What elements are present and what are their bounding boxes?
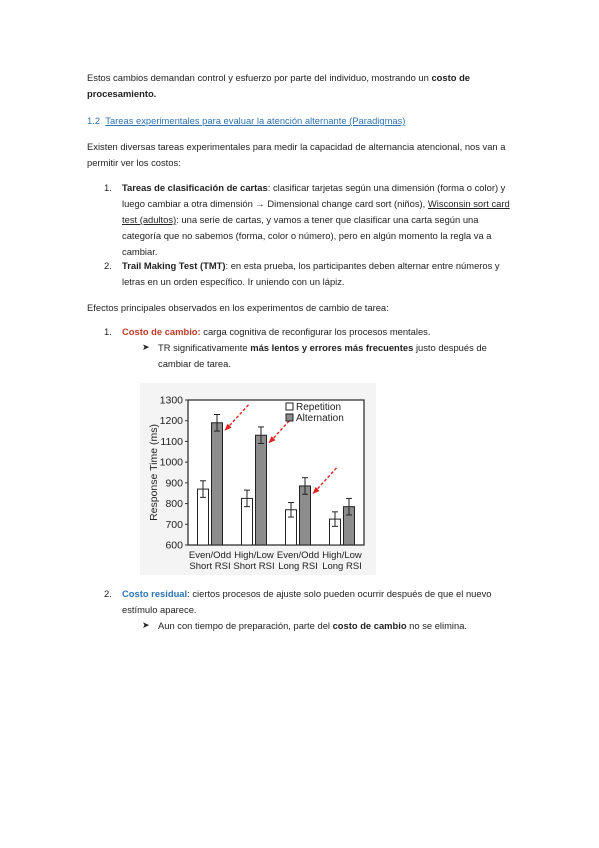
x-tick-label: Even/Odd <box>276 550 320 561</box>
x-tick-label: Long RSI <box>322 561 362 572</box>
arrow-bullet-icon: ➤ <box>142 342 150 352</box>
legend-swatch <box>286 414 293 421</box>
paradigm-intro: Existen diversas tareas experimentales para medir la capacidad de alternancia atencional, nos van a permitir ver los costos: <box>87 141 506 168</box>
x-tick-label: Short RSI <box>233 561 275 572</box>
list-number: 2. <box>104 588 112 599</box>
list-item-underline: Wisconsin sort card test (adultos) <box>122 198 510 225</box>
effect-item <box>122 324 514 340</box>
effect-label: Costo residual <box>122 588 188 599</box>
effect-subitem <box>158 340 514 372</box>
bar-alternation <box>256 435 267 545</box>
legend-label: Alternation <box>296 413 344 424</box>
list-item-bold: Tareas de clasificación de cartas <box>122 182 268 193</box>
list-number: 1. <box>104 326 112 337</box>
list-item-bold: Trail Making Test (TMT) <box>122 260 226 271</box>
effect-label: Costo de cambio: <box>122 326 201 337</box>
legend-swatch <box>286 403 293 410</box>
intro-bold: costo de procesamiento. <box>87 72 471 99</box>
y-tick-label: 1000 <box>159 456 183 469</box>
effect-text: : ciertos procesos de ajuste solo pueden ocurrir después de que el nuevo estímulo aparece. <box>122 588 492 615</box>
bar-alternation <box>300 486 311 545</box>
subitem-bold: más lentos y errores más frecuentes <box>250 342 414 353</box>
list-number: 2. <box>104 260 112 271</box>
section-number: 1.2 <box>87 115 101 126</box>
subitem-bold: costo de cambio <box>332 620 407 631</box>
legend-label: Repetition <box>296 402 342 413</box>
effects-intro: Efectos principales observados en los experimentos de cambio de tarea: <box>87 302 389 313</box>
subitem-text: Aun con tiempo de preparación, parte del <box>158 620 333 631</box>
y-tick-label: 1100 <box>160 435 183 448</box>
arrow-bullet-icon: ➤ <box>142 620 150 630</box>
y-tick-label: 900 <box>165 477 183 490</box>
subitem-text: TR significativamente <box>158 342 251 353</box>
y-tick-label: 800 <box>165 498 183 511</box>
x-tick-label: High/Low <box>322 550 362 561</box>
x-tick-label: Even/Odd <box>188 550 232 561</box>
bar-alternation <box>212 423 223 545</box>
subitem-text-2: justo después de cambiar de tarea. <box>158 342 487 369</box>
list-item-text-2: : una serie de cartas, y vamos a tener que clasificar una carta según una categoría que no sabemos (forma, color o número), pero en algún momento la regla va a cambiar. <box>122 214 492 257</box>
list-item-text: : clasificar tarjetas según una dimensión (forma o color) y luego cambiar a otra dimensión → Dimensional change card sort (niños), <box>122 182 506 209</box>
y-tick-label: 1300 <box>159 394 183 407</box>
list-item <box>122 180 514 260</box>
y-tick-label: 700 <box>165 518 183 531</box>
x-tick-label: Long RSI <box>278 561 318 572</box>
x-tick-label: Short RSI <box>189 561 231 572</box>
subitem-text-2: no se elimina. <box>406 620 468 631</box>
effect-item <box>122 586 514 618</box>
intro-text: Estos cambios demandan control y esfuerzo por parte del individuo, mostrando un <box>87 72 432 83</box>
list-number: 1. <box>104 182 112 193</box>
list-item-text: : en esta prueba, los participantes deben alternar entre números y letras en un orden específico. Ir uniendo con un lápiz. <box>122 260 500 287</box>
effect-subitem <box>158 618 514 634</box>
intro-paragraph <box>87 70 517 102</box>
list-item <box>122 258 514 290</box>
section-title: Tareas experimentales para evaluar la atención alternante (Paradigmas) <box>105 115 406 126</box>
response-time-chart <box>140 383 376 575</box>
y-tick-label: 600 <box>165 539 183 552</box>
effect-text: carga cognitiva de reconfigurar los procesos mentales. <box>200 326 431 337</box>
x-tick-label: High/Low <box>234 550 274 561</box>
y-axis-label: Response Time (ms) <box>148 424 160 521</box>
y-tick-label: 1200 <box>159 415 183 428</box>
section-heading <box>87 113 517 129</box>
